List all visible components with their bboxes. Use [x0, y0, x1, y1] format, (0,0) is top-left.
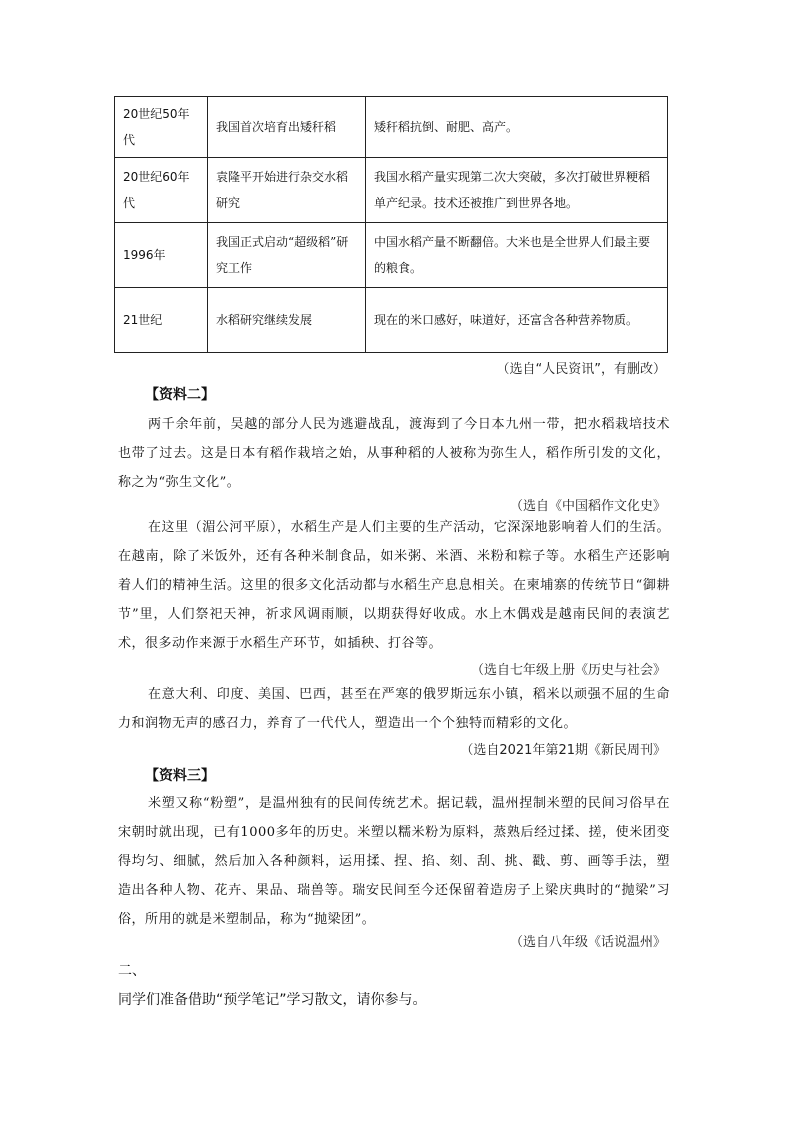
section-instruction: 同学们准备借助“预学笔记”学习散文，请你参与。 — [118, 992, 427, 1008]
effect-cell: 中国水稻产量不断翻倍。大米也是全世界人们最主要的粮食。 — [366, 223, 668, 288]
material2-source-1: （选自《中国稻作文化史》 — [509, 499, 666, 514]
material2-heading: 【资料二】 — [145, 387, 215, 403]
material2-paragraph-3: 在意大利、印度、美国、巴西，甚至在严寒的俄罗斯远东小镇，稻米以顽强不屈的生命力和润物无声的感召力，养育了一代代人，塑造出一个个独特而精彩的文化。 — [118, 687, 670, 731]
event-cell: 我国首次培育出矮秆稻 — [208, 97, 366, 158]
era-cell: 20世纪50年代 — [115, 97, 208, 158]
material3-heading: 【资料三】 — [145, 768, 215, 784]
era-cell: 21世纪 — [115, 288, 208, 353]
material2-source-2: （选自七年级上册《历史与社会》 — [470, 663, 666, 678]
era-cell: 1996年 — [115, 223, 208, 288]
material2-paragraph-1: 两千余年前，吴越的部分人民为逃避战乱，渡海到了今日本九州一带，把水稻栽培技术也带了过去。这是日本有稻作栽培之始，从事种稻的人被称为弥生人，稻作所引发的文化，称之为“弥生文化”。 — [118, 417, 670, 490]
material2-paragraph-2: 在这里（湄公河平原），水稻生产是人们主要的生产活动，它深深地影响着人们的生活。在越南，除了米饭外，还有各种米制食品，如米粥、米酒、米粉和粽子等。水稻生产还影响着人们的精神生活。这里的很多文化活动都与水稻生产息息相关。在柬埔寨的传统节日“御耕节”里，人们祭祀天神，祈求风调雨顺，以期获得好收成。水上木偶戏是越南民间的表演艺术，很多动作来源于水稻生产环节，如插秧、打谷等。 — [118, 520, 670, 651]
effect-cell: 矮秆稻抗倒、耐肥、高产。 — [366, 97, 668, 158]
effect-cell: 我国水稻产量实现第二次大突破，多次打破世界粳稻单产纪录。技术还被推广到世界各地。 — [366, 158, 668, 223]
era-cell: 20世纪60年代 — [115, 158, 208, 223]
table-source: （选自“人民资讯”，有删改） — [496, 362, 666, 377]
table-row — [115, 288, 668, 353]
material3-source: （选自八年级《话说温州》 — [509, 935, 666, 950]
table-row — [115, 97, 668, 158]
material2-source-3: （选自2021年第21期《新民周刊》 — [460, 743, 666, 758]
table-row — [115, 158, 668, 223]
rice-timeline-table — [114, 96, 668, 353]
effect-cell: 现在的米口感好，味道好，还富含各种营养物质。 — [366, 288, 668, 353]
section-number: 二、 — [118, 963, 146, 979]
material3-paragraph: 米塑又称“粉塑”，是温州独有的民间传统艺术。据记载，温州捏制米塑的民间习俗早在宋朝时就出现，已有1000多年的历史。米塑以糯米粉为原料，蒸熟后经过揉、搓，使米团变得均匀、细腻，然后加入各种颜料，运用揉、捏、掐、刻、刮、挑、戳、剪、画等手法，塑造出各种人物、花卉、果品、瑞兽等。瑞安民间至今还保留着造房子上梁庆典时的“抛梁”习俗，所用的就是米塑制品，称为“抛梁团”。 — [118, 796, 670, 927]
table-row — [115, 223, 668, 288]
event-cell: 我国正式启动“超级稻”研究工作 — [208, 223, 366, 288]
event-cell: 水稻研究继续发展 — [208, 288, 366, 353]
event-cell: 袁隆平开始进行杂交水稻研究 — [208, 158, 366, 223]
